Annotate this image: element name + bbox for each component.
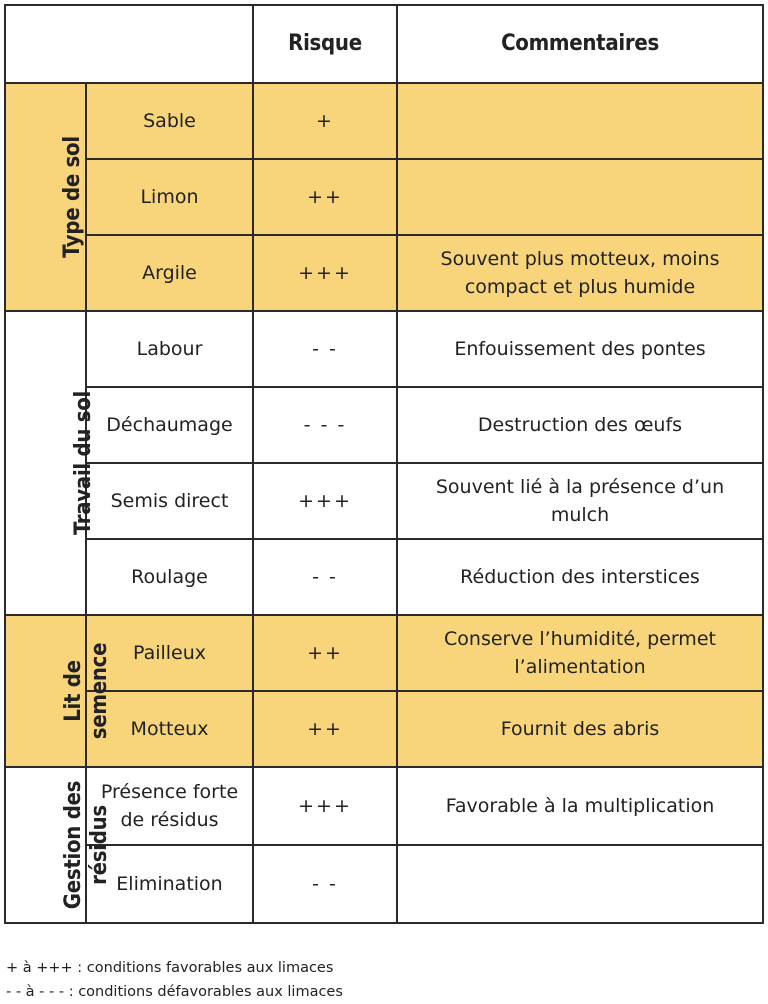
risk-cell: ++ <box>253 691 397 767</box>
condition-cell: Roulage <box>86 539 253 615</box>
group-label-seedbed: Lit de semence <box>5 615 86 767</box>
legend-favorable: + à +++ : conditions favorables aux limaces <box>6 960 334 976</box>
condition-cell: Semis direct <box>86 463 253 539</box>
group-label-soil-type: Type de sol <box>5 83 86 311</box>
table-row <box>5 691 763 767</box>
table-row <box>5 539 763 615</box>
header-row <box>5 5 763 83</box>
risk-cell: ++ <box>253 615 397 691</box>
risk-cell: - - <box>253 311 397 387</box>
condition-cell: Motteux <box>86 691 253 767</box>
table-row <box>5 767 763 845</box>
table-row <box>5 311 763 387</box>
risk-cell: - - <box>253 539 397 615</box>
risk-cell: +++ <box>253 235 397 311</box>
table-row <box>5 83 763 159</box>
table-row <box>5 845 763 923</box>
group-label-residue-management: Gestion des résidus <box>5 767 86 923</box>
slug-risk-table <box>4 4 764 924</box>
corner-cell <box>5 5 253 83</box>
risk-header: Risque <box>253 5 397 83</box>
comment-cell <box>397 159 763 235</box>
comment-cell: Fournit des abris <box>397 691 763 767</box>
condition-cell: Elimination <box>86 845 253 923</box>
condition-cell: Sable <box>86 83 253 159</box>
comments-header: Commentaires <box>397 5 763 83</box>
group-label-tillage: Travail du sol <box>5 311 86 615</box>
condition-cell: Présence forte de résidus <box>86 767 253 845</box>
risk-cell: + <box>253 83 397 159</box>
risk-cell: +++ <box>253 767 397 845</box>
condition-cell: Labour <box>86 311 253 387</box>
risk-cell: ++ <box>253 159 397 235</box>
legend-unfavorable: - - à - - - : conditions défavorables aux limaces <box>6 984 343 1000</box>
table-row <box>5 235 763 311</box>
comment-cell <box>397 83 763 159</box>
comment-cell: Souvent lié à la présence d’un mulch <box>397 463 763 539</box>
table-row <box>5 463 763 539</box>
comment-cell: Enfouissement des pontes <box>397 311 763 387</box>
condition-cell: Pailleux <box>86 615 253 691</box>
risk-cell: +++ <box>253 463 397 539</box>
comment-cell <box>397 845 763 923</box>
legend <box>6 956 343 1004</box>
risk-cell: - - <box>253 845 397 923</box>
condition-cell: Argile <box>86 235 253 311</box>
comment-cell: Conserve l’humidité, permet l’alimentation <box>397 615 763 691</box>
risk-cell: - - - <box>253 387 397 463</box>
table-row <box>5 159 763 235</box>
comment-cell: Souvent plus motteux, moins compact et plus humide <box>397 235 763 311</box>
table-row <box>5 387 763 463</box>
table-row <box>5 615 763 691</box>
comment-cell: Réduction des interstices <box>397 539 763 615</box>
condition-cell: Limon <box>86 159 253 235</box>
condition-cell: Déchaumage <box>86 387 253 463</box>
comment-cell: Favorable à la multiplication <box>397 767 763 845</box>
comment-cell: Destruction des œufs <box>397 387 763 463</box>
